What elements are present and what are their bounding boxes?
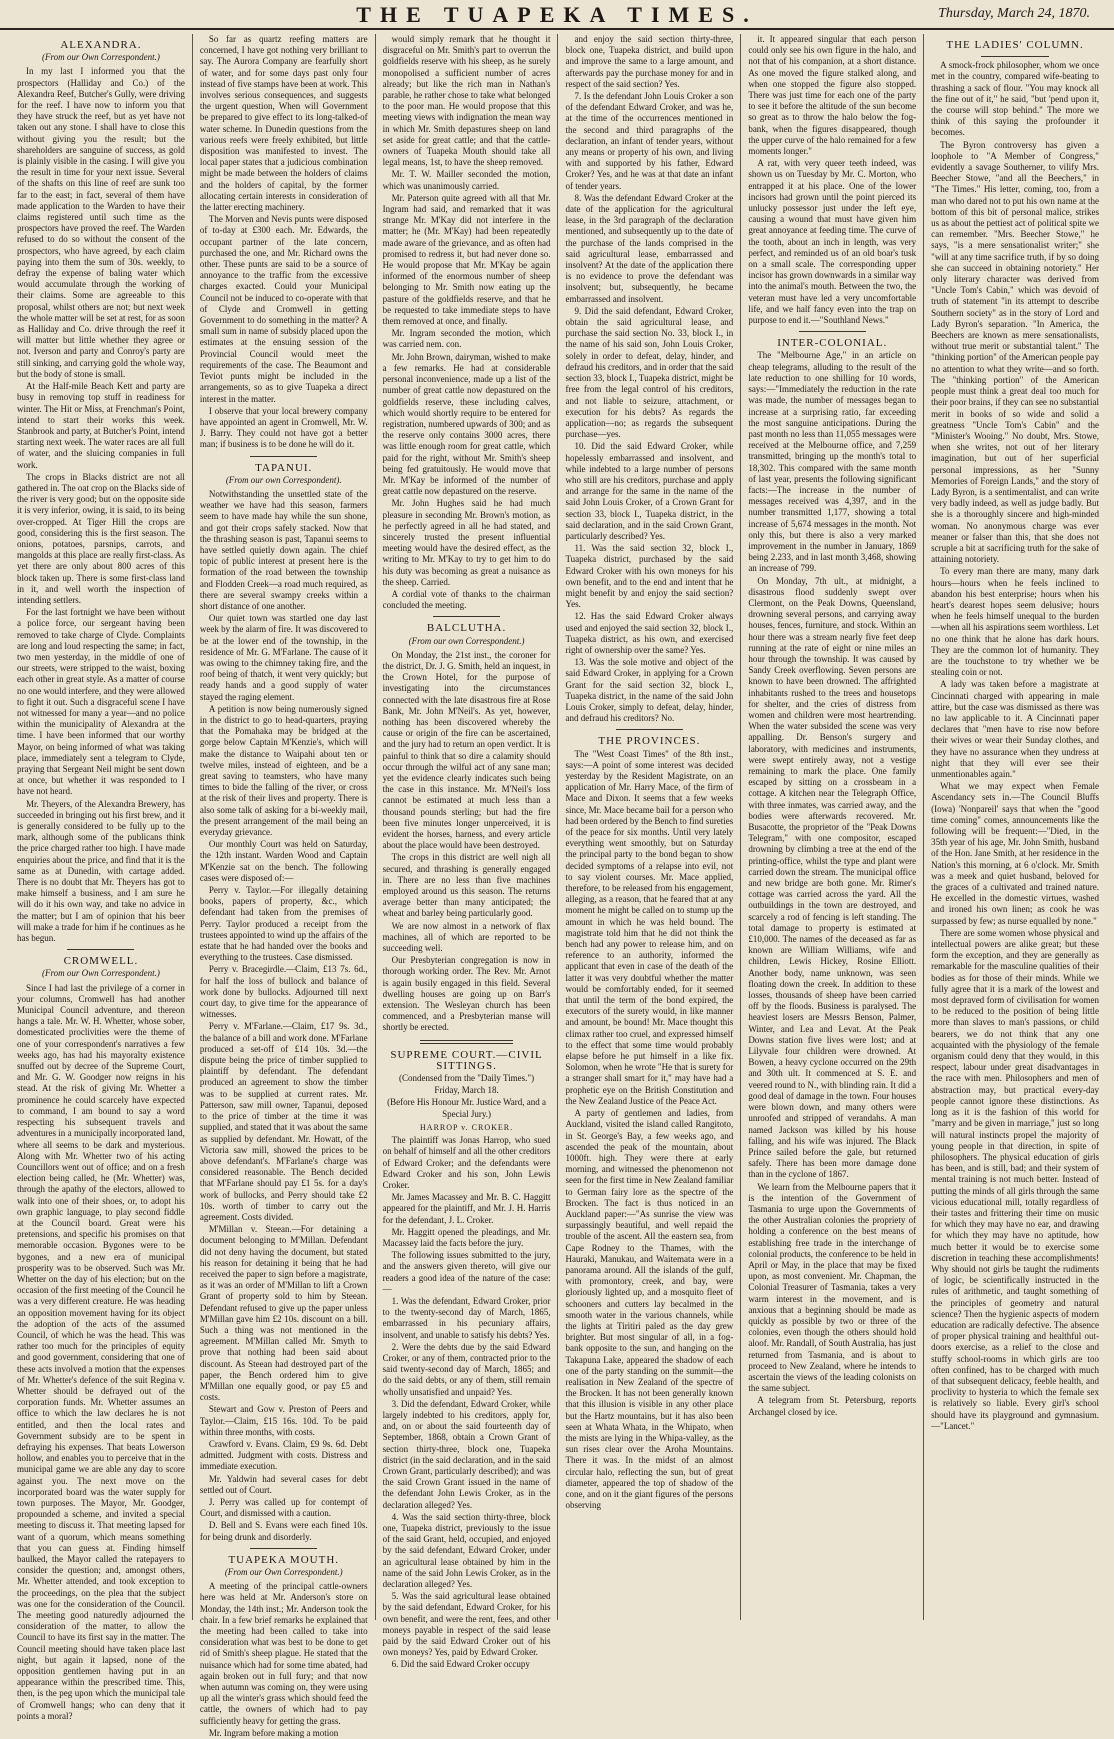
divider (250, 456, 317, 457)
paragraph: 6. Did the said Edward Croker occupy (391, 1659, 530, 1670)
paragraph: I observe that your local brewery company have appointed an agent in Cromwell, Mr. W. J. Barry. They could not have got a better man; if business is to be done he will do it. (199, 405, 368, 450)
paragraph: A telegram from St. Petersburg, reports Archangel closed by ice. (748, 1395, 917, 1417)
paragraph: Mr. John Brown, dairyman, wished to make a few remarks. He had at considerable personal inconvenience, made up a list of the number of great cattle now depastured on the goldfields reserve, these including calves, which would shortly require to be entered for registration, numbered upwards of 300; and as the reserve only contains 3000 acres, there was little enough room for great cattle, which paid for the right, without Mr. Smith's sheep being fed gratuitously. He would move that Mr. M'Kay be informed of the number of great cattle now depastured on the reserve. (382, 351, 551, 497)
paragraph: Our quiet town was startled one day last week by the alarm of fire. It was discovered to be at the lower end of the township, in the residence of Mr. G. M'Farlane. The cause of it was owing to the chimney taking fire, and the roof being of thatch, it went very quickly; but ready hands and a good supply of water stayed the raging element. (199, 613, 368, 702)
paragraph: A party of gentlemen and ladies, from Auckland, visited the island called Rangitoto, in St. George's Bay, a few weeks ago, and ascended the peak of the mountain, about 1000ft. high. They were there at early morning, and witnessed the phenomenon not seen for the first time in New Zealand familiar to German fairy lore as the spectre of the Brocken. The fact is thus noticed in an Auckland paper:—"As sunrise the view was surpassingly beautiful, and well repaid the trouble of the ascent. All the eastern sea, from Cape Rodney to the Thames, with the Hauraki, Manukau, and Waitemata were in a panorama around. All the islands of the gulf, with promontory, creek, and bay, were gloriously lighted up, and a mosquito fleet of schooners and cutters lay becalmed in the smooth water in the various channels, while the lights at Tiritiri paled as the day grew brighter. But most singular of all, in a fog-bank opposite to the sun, and hanging on the Takapuna Lake, appeared the shadow of each one of the party standing on the summit—the realisation in New Zealand of the spectre of the Brocken. It has not been generally known that this illusion is visible in any other place but the Hartz mountains, but it has also been seen at Whata Whata, in the Whipato, when the mists are lying in the Whipa-valley, as the sun rises clear over the Aroha Mountains. There it was. In the midst of an almost circular halo, reflecting the sun, but of great diameter, appeared the top of shadow of the cone, and on it the giant figures of the persons observing (565, 1108, 734, 1511)
paragraph: The Morven and Nevis punts were disposed of to-day at £300 each. Mr. Edwards, the occupant partner of the late concern, purchased the one, and Mr. Richard owns the other. These punts are said to be a source of annoyance to the traffic from the excessive charges exacted. Could your Municipal Council not be induced to co-operate with that of Clyde and Cromwell in getting Government to do something in the matter? A small sum in name of subsidy placed upon the estimates at the ensuing session of the Provincial Council would meet the requirements of the case. The Beaumont and Teviot punts might be included in the arrangements, so as to give Tuapeka a direct interest in the matter. (199, 214, 368, 404)
byline: (From our own Correspondent). (225, 474, 342, 485)
paragraph: D. Bell and S. Evans were each fined 10s. for being drunk and disorderly. (199, 1520, 368, 1542)
paragraph: There are some women whose physical and intellectual powers are alike great; but these form the exception, and they are generally as remarkable for the masculine qualities of their bodies as for those of their minds. While we fully agree that it is a mark of the lowest and most depraved form of civilisation for women to be reduced to the position of being little more than slaves to man's passions, or child bearers, we do not think that any one acquainted with the physiology of the female organism could deny that they would, in this respect, labour under great disadvantages in the race with men. Philosophers and men of abstraction may, but practical every-day people cannot ignore these distinctions. As long as it is the fashion of this world for "marry and be given in marriage," just so long will natural instincts propel the majority of young people in that direction, in spite of philosophers. The physical education of girls has been, and is still, bad; and their system of mental training is not much better. Instead of putting the minds of all girls through the same vicious educational mill, totally regardless of their tastes and frittering their time on music for which they may have no ear, and drawing for which they may have no aptitude, how much better it would be to exercise some discretion in teaching these accomplishments! Why should not girls be taught the rudiments of logic, be scientifically instructed in the rules of arithmetic, and taught something of the principles of geometry and natural science? Then the hygienic aspects of modern education are radically defective. The absence of proper physical training and healthful out-doors exercise, as a relief to the close and stuffy school-rooms in which girls are too often confined, has to be charged with much of that subsequent delicacy, feeble health, and proclivity to hysteria to which the female sex is relatively so liable. Every girl's school should have its playground and gymnasium.—"Lancet." (931, 927, 1099, 1431)
section-heading-provinces: THE PROVINCES. (598, 735, 701, 748)
paragraph: A smock-frock philosopher, whom we once met in the country, compared wife-beating to thrashing a sack of flour. "You may knock all the fine out of it," he said, "but 'pend upon it, the course will stop behind." The more we think of this saying the profounder it becomes. (931, 60, 1099, 138)
paragraph: We learn from the Melbourne papers that it is the intention of the Government of Tasmania to urge upon the Governments of the other Australian colonies the propriety of holding a conference on the best means of establishing free trade in the interchange of colonial products, the conference to be held in April or May, in the place that may be fixed upon, as most convenient. Mr. Chapman, the Colonial Treasurer of Tasmania, takes a very warm interest in the movement, and is anxious that a beginning should be made as quickly as possible by two or three of the colonies, even though the others should hold aloof. Mr. Randall, of South Australia, has just returned from Tasmania, and is about to proceed to New Zealand, where he intends to ascertain the views of the leading colonists on the same subject. (748, 1181, 917, 1394)
paragraph: Mr. Ingram before making a motion (208, 1727, 339, 1738)
paragraph: The crops in this district are well nigh all secured, and thrashing is generally engaged in. There are no less than five machines employed around us this season. The returns average better than many anticipated; the wheat and barley being particularly good. (382, 852, 551, 919)
paragraph: The crops in Blacks district are not all gathered in. The oat crop on the Blacks side of the river is very good; but on the opposite side it is very inferior, owing, it is said, to its being over-cropped. At Tiger Hill the crops are good, considering this is the first season. The onions, potatoes, parsnips, carrots, and mangolds at this place are really first-class. As yet there are only about 800 acres of this block taken up. There is some first-class land in it, and well worth the inspection of intending settlers. (17, 471, 185, 605)
bench-note: (Before His Honour Mr. Justice Ward, and a Special Jury.) (387, 1097, 546, 1119)
divider (250, 1548, 317, 1549)
paragraph: The plaintiff was Jonas Harrop, who sued on behalf of himself and all the other creditors of Edward Croker; and the defendants were Edward Croker and his son, John Lewis Croker. (382, 1135, 551, 1190)
paragraph: To every man there are many, many dark hours—hours when he feels inclined to abandon his best enterprise; hours when his heart's dearest hopes seem delusive; hours when he feels himself unequal to the burden—when all his aspirations seem worthless. Let no one think that he alone has dark hours. They are the common lot of humanity. They are the touchstone to try whether we be stealing coin or not. (931, 566, 1099, 678)
issue-date: Thursday, March 24, 1870. (938, 6, 1090, 21)
section-heading-cromwell: CROMWELL. (63, 955, 139, 968)
section-heading-alexandra: ALEXANDRA. (60, 39, 142, 51)
paragraph: Mr. James Macassey and Mr. B. C. Haggitt appeared for the plaintiff, and Mr. J. H. Harris for the defendant, J. L. Croker. (382, 1192, 551, 1225)
case-title: HARROP v. CROKER. (420, 1122, 514, 1132)
paragraph: What we may expect when Female Ascendancy sets in.—The Council Bluffs (Iowa) 'Nonpareil' says that when the "good time coming" comes, announcements like the following will be frequent:—"Died, in the 35th year of his age, Mr. John Smith, husband of the Hon. Jane Smith, at her residence in the Nation's this morning, at 6 o'clock. Mr. Smith was a meek and quiet husband, beloved for the graces of a cultivated and trained nature. He excelled in the domestic virtues, washed and ironed his own linen; as cook he was surpassed by few; as nurse equalled by none." (931, 781, 1099, 926)
paragraph: 10. Did the said Edward Croker, while hopelessly embarrassed and insolvent, and while indebted to a large number of persons who still are his creditors, purchase and apply and arrange for the same in the name of the said John Louis Croker, of a Crown Grant for section 33, block I., Tuapeka district, in the said declaration, and in the said Crown Grant, particularly described? Yes. (565, 441, 734, 541)
paragraph: Notwithstanding the unsettled state of the weather we have had this season, farmers seem to have made hay while the sun shone, and got their crops safely stacked. Now that the thrashing season is past, Tapanui seems to have settled quietly down again. The chief topic of public interest at present here is the formation of the road between the township and Flodden Creek—a road much required, as there are several swampy creeks within a short distance of one another. (199, 488, 368, 611)
newspaper-title: THE TUAPEKA TIMES. (356, 2, 758, 27)
paragraph: The "West Coast Times" of the 8th inst., says:—A point of some interest was decided yesterday by the Resident Magistrate, on an application of Mr. Harry Mace, of the firm of Mace and Dixon. It seems that a few weeks since, Mr. Mace became bail for a person who had been ordered by the Bench to find sureties of the peace for six months. Until very lately everything went smoothly, but on Saturday the principal party to the bond began to show decided symptoms of a relapse into evil, not to say violent courses. Mr. Mace applied, therefore, to be released from his engagement, alleging, as a reason, that he feared that at any moment he might be called on to stump up the amount in which he was held bound. The magistrate told him that he did not think the bench had any power to release him, and on reference to an authority, informed the applicant that even in case of the death of the latter it was very doubtful whether the matter would be comfortably ended, for it seemed that until the term of the bond expired, the executors of the surety would, in like manner and amount, be bound! Mr. Mace thought this climax rather too cruel, and expressed himself to the effect that some time would probably elapse before he put himself in a like fix. Solomon, when he wrote "He that is surety for a stranger shall smart for it," may have had a prophetic eye on the British Constitution and the New Zealand Justice of the Peace Act. (565, 748, 734, 1106)
section-heading-tuapeka-mouth: TUAPEKA MOUTH. (228, 1553, 340, 1566)
sitting-date: Friday, March 18. (434, 1085, 499, 1096)
divider (616, 729, 683, 730)
section-heading-balclutha: BALCLUTHA. (426, 622, 507, 635)
paragraph: On Monday, 7th ult., at midnight, a disastrous flood suddenly swept over Clermont, on the Peak Downs, Queensland, drowning several persons, and carrying away houses, fences, furniture, and stock. Within an hour there was a stream nearly five feet deep running at the rate of eight or nine miles an hour through the township. It was caused by Sandy Creek overflowing. Seven persons are known to have been drowned. The affrighted inhabitants rushed to the trees and housetops for shelter, and the cries of distress from women and children were most heartrending. When the water subsided the scene was very appalling. Dr. Benson's surgery and laboratory, with medicines and instruments, were swept entirely away, not a vestige remaining to mark the place. One family escaped by sitting on a crossbeam in a cottage. A kitchen near the Telegraph Office, with three inmates, was carried away, and the bodies were afterwards recovered. Mr. Busacotte, the proprietor of the "Peak Downs Telegram," with one compositor, escaped drowning by climbing a tree at the end of the printing-office, whilst the type and plant were carried down the stream. The municipal office and new bridge are both gone. Mr. Rimer's cottage was carried across the yard. All the outbuildings in the town are destroyed, and scarcely a rod of fencing is left standing. The total damage to property is estimated at £10,000. The names of the deceased as far as known are William Williams, wife and children, Lewis Hickey, Rosine Elliott. Another body, name unknown, was seen floating down the creek. In addition to these losses, thousands of sheep have been carried off by the floods. Business is paralysed. The heaviest losers are Messrs Benson, Palmer, Winter, and Lea and Levat. At the Peak Downs station five lives were lost; and at Lilyvale four children were drowned. At Bowen, a heavy cyclone occurred on the 29th and 30th ult. It commenced at S. E. and veered round to N., with blinding rain. It did a good deal of damage in the town. Four houses were blown down, and many others were unroofed and stripped of verandahs. A man named Jackson was killed by his house falling, and his wife was injured. The Black Prince sailed before the gale, but returned safely. There has been more damage done than in the cyclone of 1867. (748, 575, 917, 1180)
paragraph: 3. Did the defendant, Edward Croker, while largely indebted to his creditors, apply for, and, on or about the said fourteenth day of September, 1868, obtain a Crown Grant of section thirty-three, block one, Tuapeka district (in the said declaration, and in the said Crown Grant, particularly described); and was the said Crown Grant issued in the name of the defendant John Lewis Croker, as in the declaration alleged? Yes. (382, 1398, 551, 1510)
column-3 (376, 34, 559, 1670)
paragraph: In my last I informed you that the prospectors (Halliday and Co.) of the Alexandra Reef, Butcher's Gully, were driving for the reef. I have now to inform you that they have struck the reef, but as yet have not taken out any stone. I shall have to close this without giving you the result; but the shareholders are sanguine of success, as gold is plainly visible in the casing. I will give you the result in time for your next issue. Several of the shafts on this line of reef are sunk too far to the east; in fact, several of them have made application to the Warden to have their claims registered until such time as the prospectors have proved the reef. The Warden refused to do so without the consent of the prospectors, who have agreed, by each claim paying into them the sum of 30s. weekly, to defray the expense of baling water which would accumulate through the working of their claims. Some are agreeable to this proposal, whilst others are not; but next week the whole matter will be set at rest, for as soon as Halliday and Co. drive through the reef it will matter but little whether they agree or not. Iverson and party and Conroy's party are still sinking, and carrying gold the whole way, but the body of stone is small. (17, 66, 185, 379)
paragraph: So far as quartz reefing matters are concerned, I have got nothing very brilliant to say. The Aurora Company are fearfully short of water, and for some days past only four instead of five stamps have been at work. This involves serious consequences, and suggests the urgent question, When will Government be prepared to give effect to its long-talked-of water scheme. In Dunedin questions from the various reefs were freely exhibited, but little disposition was manifested to invest. The local paper states that a judicious combination might be made between the holders of claims and the holders of capital, by the former allocating certain interests in consideration of the latter erecting machinery. (199, 34, 368, 213)
paragraph: Mr. T. W. Mailler seconded the motion, which was unanimously carried. (382, 169, 551, 191)
column-2 (193, 34, 376, 1738)
column-6 (924, 34, 1106, 1620)
paragraph: 5. Was the said agricultural lease obtained by the said defendant, Edward Croker, for his own benefit, and were the rent, fees, and other moneys payable in respect of the said lease paid by the said Edward Croker out of his own moneys? Yes, paid by Edward Croker. (382, 1591, 551, 1658)
paragraph: Crawford v. Evans. Claim, £9 9s. 6d. Debt admitted. Judgment with costs. Distress and immediate execution. (199, 1438, 368, 1472)
paragraph: Our monthly Court was held on Saturday, the 12th instant. Warden Wood and Captain M'Kenzie sat on the bench. The following cases were disposed of:— (199, 839, 368, 883)
section-heading-ladies-column: THE LADIES' COLUMN. (946, 39, 1084, 51)
divider (420, 1040, 512, 1044)
paragraph: A meeting of the principal cattle-owners here was held at Mr. Anderson's store on Monday, the 14th inst.; Mr. Anderson took the chair. In a few brief remarks he explained that the meeting had been called to take into consideration what was best to be done to get rid of Smith's sheep plague. He stated that the nuisance which had for some time abated, had again broken out in full fury; and that now when autumn was coming on, they were using up all the winter's grass which should feed the cattle, the owners of which had to pay sufficiently heavy for getting the grass. (199, 1581, 368, 1726)
paragraph: Mr. John Hughes said he had much pleasure in seconding Mr. Brown's motion, as he perfectly agreed in all he had stated, and sincerely trusted the present influential meeting would have the desired effect, as the writing to Mr. M'Kay to try to get him to do his duty was becoming as great a nuisance as the sheep. Carried. (382, 498, 551, 587)
paragraph: The Byron controversy has given a loophole to "A Member of Congress," evidently a savage Southerner, to vilify Mrs. Beecher Stowe, "and all the Beechers," in "The Times." His letter, coming, too, from a man who dared not to put his own name at the bottom of this bit of personal malice, strikes us as about the pettiest act of political spite we can remember. "Mrs. Beecher Stowe," he says, "is a mere sensationalist writer;" she "will at any time sacrifice truth, if by so doing she can succeed in obtaining notoriety." Her only literary character was derived from "Uncle Tom's Cabin," which was devoid of truth of statement "in its attempt to describe Southern society" as in the story of Lord and Lady Byron's separation. "In America, the Beechers are known as mere sensationalists, without true merit or substantial talent." The "thinking portion" of the American people pay no attention to what they write—and so forth. The "thinking portion" of the American people must think a great deal too much for their poor brains, if they can see no substantial merit in books of so wide and solid a greatness "Uncle Tom's Cabin" and the "Minister's Wooing." No doubt, Mrs. Stowe, when she writes, not out of her literary imagination, but out of her superficial personal impressions, as her "Sunny Memories of Foreign Lands," and the story of Lady Byron, is a sentimentalist, and can write very badly indeed, as well as judge badly. But she is a thoroughly sincere and high-minded woman. No anonymous charge was ever meaner or falser than this, that she does not scruple a bit at sacrificing truth for the sake of attaining notoriety. (931, 139, 1099, 565)
divider (799, 331, 866, 332)
columns (10, 34, 1106, 1738)
paragraph: 4. Was the said section thirty-three, block one, Tuapeka district, previously to the issue of the said Grant, held, occupied, and enjoyed by the said defendant, Edward Croker, under an agricultural lease obtained by him in the name of the said John Lewis Croker, as in the declaration alleged? Yes. (382, 1511, 551, 1590)
paragraph: For the last fortnight we have been without a police force, our sergeant having been removed to take charge of Clyde. Complaints are long and loud respecting the same; in fact, two men yesterday, in the middle of one of our streets, were stripped to the waist, boxing each other in great style. As a matter of course no one would interfere, and they were allowed to fight it out. Such a disgraceful scene I have not witnessed for many a year—and no police within the municipality of Alexandra at the time. I have been informed that our worthy Mayor, on being informed of what was taking place, immediately sent a telegram to Clyde, praying that Sergeant Neil might be sent down at once, but whether it was responded to I have not heard. (17, 607, 185, 797)
paragraph: it. It appeared singular that each person could only see his own figure in the halo, and not that of his companion, at a short distance. As one moved the figure stalked along, and when one stopped the figure also stopped. There was just time for each one of the party to see it before the altitude of the sun become so great as to throw the halo below the fog-bank, when the figures disappeared, though the upper curve of the halo remained for a few moments longer." (748, 34, 917, 157)
byline: (From our Own Correspondent.) (41, 968, 160, 979)
paragraph: Mr. Yaldwin had several cases for debt settled out of Court. (199, 1473, 368, 1495)
paragraph: Perry v. M'Farlane.—Claim, £17 9s. 3d., the balance of a bill and work done. M'Farlane produced a set-off of £14 10s. 3d.—the dispute being the price of timber supplied to plaintiff by defendant. The defendant produced an agreement to show the timber was to be supplied at current rates. Mr. Patterson, saw mill owner, Tapanui, deposed to the price of timber at the time it was supplied, and stated that it was about the same as supplied by defendant. Mr. Howatt, of the Victoria saw mill, showed the prices to be above defendant's. M'Farlane's charge was considered reasonable. The Bench decided that M'Farlane should pay £1 5s. for a day's work of bullocks, and Perry should take £2 10s. worth of timber to carry out the agreement. Costs divided. (199, 1021, 368, 1222)
paragraph: Mr. Paterson quite agreed with all that Mr. Ingram had said, and remarked that it was strange Mr. M'Kay did not interfere in the matter; he (Mr. M'Kay) had been repeatedly made aware of the grievance, and as often had promised to redress it, but had never done so. He would propose that Mr. M'Kay be again informed of the enormous number of sheep belonging to Mr. Smith now eating up the pasture of the goldfields reserve, and that he be requested to take immediate steps to have them removed at once, and finally. (382, 192, 551, 327)
column-1 (10, 34, 193, 1721)
paragraph: Mr. Haggitt opened the pleadings, and Mr. Macassey laid the facts before the jury. (382, 1226, 551, 1248)
divider (981, 56, 1048, 57)
column-5 (741, 34, 924, 1620)
divider (67, 949, 134, 950)
section-heading-supreme-court: SUPREME COURT.—CIVIL SITTINGS. (390, 1048, 543, 1072)
paragraph: The following issues submitted to the jury, and the answers given thereto, will give our readers a good idea of the nature of the case:— (382, 1250, 551, 1294)
paragraph: 8. Was the defendant Edward Croker at the date of the application for the agricultural lease, in the 3rd paragraph of the declaration mentioned, and subsequently up to the date of the purchase of the lands comprised in the said agricultural lease, embarrassed and insolvent? At the date of the application there is no evidence to prove the defendant was insolvent; but, subsequently, he became embarrassed and insolvent. (565, 192, 734, 304)
paragraph: M'Millan v. Steean.—For detaining a document belonging to M'Millan. Defendant did not deny having the document, but stated his reason for detaining it being that he had received the paper to sign before a magistrate, as it was an order of M'Millan to lift a Crown Grant of property sold to him by Steean. Defendant refused to give up the paper unless M'Millan gave him £2 10s. discount on a bill. Such a thing was not mentioned in the agreement. M'Millan called Mr. Smyth to prove that nothing had been said about discount. As Steean had destroyed part of the paper, the Bench ordered him to give M'Millan one equally good, or pay £5 and costs. (199, 1224, 368, 1403)
paragraph: 7. Is the defendant John Louis Croker a son of the defendant Edward Croker, and was he, at the time of the occurrences mentioned in the second and third paragraphs of the declaration, an infant of tender years, without any means or property of his own, and living with and supported by his father, Edward Croker? Yes, and he was at that date an infant of tender years. (565, 91, 734, 191)
paragraph: Perry v. Taylor.—For illegally detaining books, papers of property, &c., which defendant had taken from the premises of Perry. Taylor produced a receipt from the trustees appointed to wind up the affairs of the estate that he had handed over the books and everything to the trustees. Case dismissed. (199, 885, 368, 963)
section-heading-inter-colonial: INTER-COLONIAL. (777, 337, 888, 350)
paragraph: The "Melbourne Age," in an article on cheap telegrams, alluding to the result of the late reduction to one shilling for 10 words, says:—"Immediately the reduction in the rate was made, the number of messages began to increase at a surprising ratio, far exceeding the most sanguine anticipations. During the past month no less than 11,055 messages were received at the Melbourne office, and 7,259 transmitted, bringing up the month's total to 18,302. This compared with the same month of last year, presents the following significant facts:—The increase in the number of messages received was 4,397, and in the number transmitted 1,177, showing a total increase of 5,674 messages in the month. Not only this, but there is also a very marked improvement in the number in January, 1869 being 2.233, and in last month 3,468, showing an increase of 799. (748, 350, 917, 574)
byline: (From our Own Correspondent.) (41, 52, 160, 63)
section-heading-tapanui: TAPANUI. (255, 461, 313, 474)
paragraph: A rat, with very queer teeth indeed, was shown us on Tuesday by Mr. C. Morton, who entrapped it at his place. One of the lower incisors had grown until the point pierced its unlucky possessor just under the left eye, causing a wound that must have given him great annoyance at feeding time. The curve of the tooth, about an inch in length, was very perfect, and reminded us of an old boar's tusk on a small scale. The corresponding upper incisor has grown downwards in a similar way into the animal's mouth. Between the two, the veteran must have led a very uncomfortable life, and we half fancy even into the trap on purpose to end it.—"Southland News." (748, 158, 917, 326)
paragraph: At the Half-mile Beach Kett and party are busy in removing top stuff in readiness for winter. The Hit or Miss, at Frenchman's Point, intend to start their works this week. Stanbrook and party, at Butcher's Point, intend starting next week. The water races are all full of water, and the sluicing companies in full work. (17, 381, 185, 470)
paragraph: A petition is now being numerously signed in the district to go to head-quarters, praying that the Pomahaka may be bridged at the gorge below Captain M'Kenzie's, which will make the distance to Waipahi about ten or twelve miles, instead of eighteen, and be a great saving to teamsters, who have many times to bide the falling of the river, or cross at the risk of their lives and property. There is also some talk of asking for a bi-weekly mail, the present arrangement of the mail being an everyday grievance. (199, 703, 368, 838)
byline: (From our own Correspondent.) (408, 635, 525, 646)
paragraph: Mr. Theyers, of the Alexandra Brewery, has succeeded in bringing out his first brew, and it is generally considered to be fully up to the mark, although some of the publicans think the price charged rather too high. I have made enquiries about the price, and find that it is the same as at Dunedin, with cartage added. There is no doubt that Mr. Theyers has got to make himself a business, and I am sure he will do it his own way, and take no advice in the matter; but I am of opinion that his beer will make a trade for him if he continues as he has begun. (17, 798, 185, 944)
paragraph: Perry v. Bracegirdle.—Claim, £13 7s. 6d., for half the loss of bullock and balance of work done by bullocks. Adjourned till next court day, to give time for the appearance of witnesses. (199, 964, 368, 1020)
paragraph: A cordial vote of thanks to the chairman concluded the meeting. (382, 588, 551, 611)
paragraph: 2. Were the debts due by the said Edward Croker, or any of them, contracted prior to the said twenty-second day of March, 1865; and do the said debts, or any of them, still remain wholly unsatisfied and unpaid? Yes. (382, 1341, 551, 1397)
paragraph: 11. Was the said section 32, block I., Tuapeka district, purchased by the said Edward Croker with his own moneys for his own benefit, and to the end and intent that he might benefit by and enjoy the said section? Yes. (565, 543, 734, 610)
paragraph: 9. Did the said defendant, Edward Croker, obtain the said agricultural lease, and purchase the said section No. 33, block I., in the name of his said son, John Louis Croker, solely in order to defeat, delay, hinder, and defraud his creditors, and in order that the said section 33, block I., Tuapeka district, might be free from the legal control of his creditors, and not liable to seizure, attachment, or execution for his debts? As regards the application—no; as regards the subsequent purchase—yes. (565, 305, 734, 440)
paragraph: Stewart and Gow v. Preston of Peers and Taylor.—Claim, £15 16s. 10d. To be paid within three months, with costs. (199, 1404, 368, 1437)
column-4 (558, 34, 741, 1620)
paragraph: Since I had last the privilege of a corner in your columns, Cromwell has had another Municipal Council adventure, and thereon hangs a tale. Mr. W. H. Whetter, whose sober, domesticated proclivities were the theme of one of your correspondent's narratives a few weeks ago, has had his mayoralty existence snuffed out by decree of the Supreme Court, and Mr. G. W. Goodger now reigns in his stead. At the risk of giving Mr. Whetter a prominence he could scarcely have expected to command, I am bound to say a word respecting his subsequent travels and adventures in a municipally incorporated land, where all seems to be dark and mysterious. Along with Mr. Whetter two of his acting Councillors went out of office; and on a fresh election being called, he (Mr. Whetter) was, through the apathy of the electors, allowed to walk into one of their shoes, or, to adopt his own graphic language, to play second fiddle at the Council board. Great were his pretensions, and specific his promises on that memorable occasion. Bygones were to be bygones, and a new era of municipal prosperity was to be observed. Such was Mr. Whetter on the day of his election; but on the occasion of the first meeting of the Council he was a very different creature. He was heading an opposition movement having for its object the adoption of the acts of the assumed Council, of which he was the head. This was rather too much for the principles of equity and good government, considering that one of these acts involved a motion that the expenses of Mr. Whetter's defence of the suit Regina v. Whetter should be defrayed out of the corporation funds. Mr. Whetter assumes an office to which the law declares he is not entitled, and then the local rates and Government subsidy are to be spent in defraying his expenses. That beats Lowerson hollow, and enables you to perceive that in the municipal game we are able any day to score against you. The next move on the incorporated board was the water supply for town purposes. The Mayor, Mr. Goodger, propounded a scheme, and invited a special meeting to discuss it. That meeting lapsed for want of a quorum, which means something that you can guess at. Finding himself baulked, the Mayor called the ratepayers to consider the question; and, amongst others, Mr. Whetter attended, and took exception to the proceedings, on the plea that the subject was one for the consideration of the Council. The meeting good naturedly adjourned the consideration of the matter, to allow the Council to have its first say in the matter. The Council meeting should have taken place last night, but again it lapsed, none of the opposition gentlemen having put in an appearance within the prescribed time. This, then, is the peg upon which the municipal tale of Cromwell hangs; who can deny that it points a moral? (17, 982, 185, 1721)
paragraph: 13. Was the sole motive and object of the said Edward Croker, in applying for a Crown Grant for the said section 32, block I., Tuapeka district, in the name of the said John Louis Croker, simply to defeat, delay, hinder, and defraud his creditors? No. (565, 657, 734, 724)
source-note: (Condensed from the "Daily Times.") (399, 1073, 535, 1084)
paragraph: 12. Has the said Edward Croker always used and enjoyed the said section 32, block I., Tuapeka district, as his own, and exercised right of ownership over the same? Yes. (565, 611, 734, 655)
byline: (From our Own Correspondent.) (224, 1567, 343, 1578)
masthead (0, 0, 1114, 30)
paragraph: would simply remark that he thought it disgraceful on Mr. Smith's part to overrun the goldfields reserve with his sheep, as he surely monopolised a sufficient number of acres already; but like the rich man in Nathan's parable, he rather chose to take what belonged to the poor man. He would propose that this meeting views with indignation the mean way in which Mr. Smith depastures sheep on land set aside for great cattle; and that the cattle-owners of Tuapeka Mouth should take all legal means, 1st, to have the sheep removed. (382, 34, 551, 168)
paragraph: J. Perry was called up for contempt of Court, and dismissed with a caution. (199, 1497, 368, 1519)
paragraph: 1. Was the defendant, Edward Croker, prior to the twenty-second day of March, 1865, embarrassed in his pecuniary affairs, insolvent, and unable to satisfy his debts? Yes. (382, 1295, 551, 1340)
divider (433, 616, 500, 617)
paragraph: On Monday, the 21st inst., the coroner for the district, Dr. J. G. Smith, held an inquest, in the Crown Hotel, for the purpose of investigating into the circumstances connected with the late disastrous fire at Rose Bank, Mr. John M'Neil's. As yet, however, nothing has been discovered whereby the cause or origin of the fire can be ascertained, and the jury had to return an open verdict. It is painful to think that so dire a calamity should occur through the wilful act of any sane man; yet the evidence clearly indicates such being the case in this instance. Mr. M'Neil's loss cannot be estimated at much less than a thousand pounds sterling; but had the fire been five minutes longer unperceived, it is evident the horses, harness, and every article about the place would have been destroyed. (382, 649, 551, 851)
paragraph: Our Presbyterian congregation is now in thorough working order. The Rev. Mr. Arnot is again busily engaged in this field. Several dwelling houses are going up on Barr's extension. The Wesleyan church has been commenced, and a Presbyterian manse will shortly be erected. (382, 955, 551, 1033)
paragraph: We are now almost in a network of flax machines, all of which are reported to be succeeding well. (382, 920, 551, 954)
paragraph: Mr. Ingram seconded the motion, which was carried nem. con. (382, 328, 551, 350)
paragraph: and enjoy the said section thirty-three, block one, Tuapeka district, and build upon and improve the same to a large amount, and afterwards pay the purchase money for and in respect of the said section? Yes. (565, 34, 734, 89)
paragraph: A lady was taken before a magistrate at Cincinnati charged with appearing in male attire, but the case was dismissed as there was no law applicable to it. A Cincinnati paper declares that "men have to rise now before their wives or wear their Sunday clothes, and they have no assurance when they undress at night that they will ever see their unmentionables again." (931, 679, 1099, 779)
